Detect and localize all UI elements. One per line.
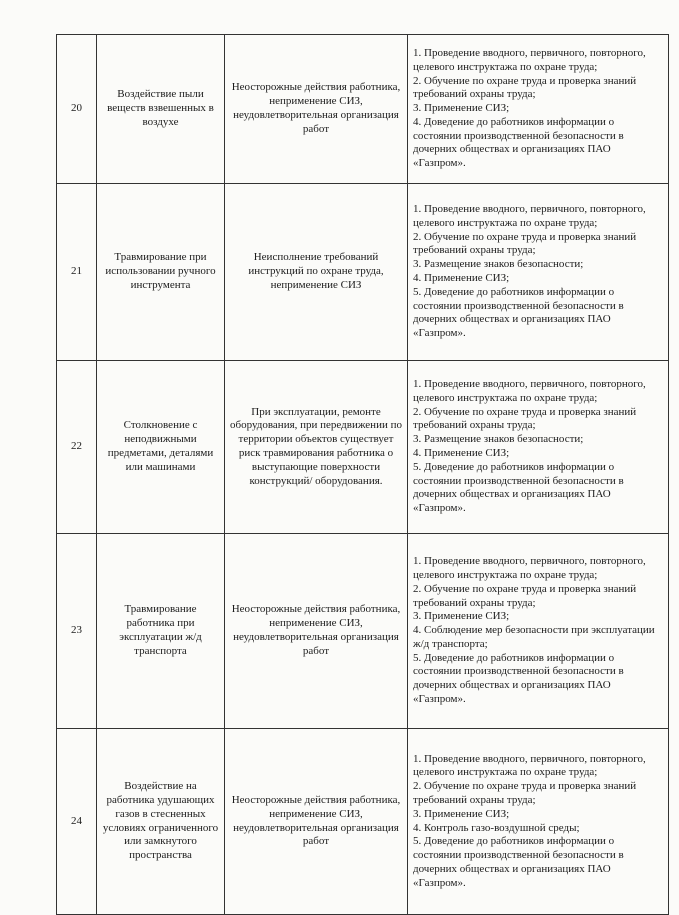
measures-cell bbox=[408, 184, 669, 361]
measure-item: 1. Проведение вводного, первичного, повторного, целевого инструктажа по охране труда; bbox=[413, 752, 646, 779]
measure-item: 2. Обучение по охране труда и проверка знаний требований охраны труда; bbox=[413, 230, 637, 257]
measure-item: 5. Доведение до работников информации о состоянии производственной безопасности в дочерних обществах и организациях ПАО «Газпром». bbox=[413, 460, 624, 515]
measure-item: 4. Применение СИЗ; bbox=[413, 272, 510, 284]
measure-item: 1. Проведение вводного, первичного, повторного, целевого инструктажа по охране труда; bbox=[413, 46, 646, 73]
hazard-cell: Травмирование работника при эксплуатации ж/д транспорта bbox=[97, 534, 225, 729]
row-number: 23 bbox=[57, 534, 97, 729]
measure-item: 5. Доведение до работников информации о состоянии производственной безопасности в дочерних обществах и организациях ПАО «Газпром». bbox=[413, 835, 624, 889]
measure-item: 1. Проведение вводного, первичного, повторного, целевого инструктажа по охране труда; bbox=[413, 203, 646, 229]
measure-item: 3. Размещение знаков безопасности; bbox=[413, 258, 584, 271]
cause-cell: Неосторожные действия работника, неприменение СИЗ, неудовлетворительная организация работ bbox=[225, 35, 408, 184]
cause-cell: Неосторожные действия работника, неприменение СИЗ, неудовлетворительная организация работ bbox=[225, 534, 408, 729]
cause-cell: При эксплуатации, ремонте оборудования, при передвижении по территории объектов существует риск травмирования работника о выступающие поверхности конструкций/ оборудования. bbox=[225, 361, 408, 534]
measures-cell bbox=[408, 35, 669, 184]
cause-cell: Неисполнение требований инструкций по охране труда, неприменение СИЗ bbox=[225, 184, 408, 361]
hazard-cell: Столкновение с неподвижными предметами, деталями или машинами bbox=[97, 361, 225, 534]
measure-item: 3. Размещение знаков безопасности; bbox=[413, 433, 584, 446]
measure-item: 2. Обучение по охране труда и проверка знаний требований охраны труда; bbox=[413, 405, 637, 432]
hazard-cell: Травмирование при использовании ручного инструмента bbox=[97, 184, 225, 361]
measure-item: 3. Применение СИЗ; bbox=[413, 102, 510, 115]
row-number: 24 bbox=[57, 729, 97, 915]
measure-item: 3. Применение СИЗ; bbox=[413, 807, 510, 820]
risk-table bbox=[56, 34, 669, 915]
measure-item: 3. Применение СИЗ; bbox=[413, 610, 510, 623]
row-number: 22 bbox=[57, 361, 97, 534]
row-number: 20 bbox=[57, 35, 97, 184]
measure-item: 2. Обучение по охране труда и проверка знаний требований охраны труда; bbox=[413, 780, 637, 806]
measures-cell bbox=[408, 729, 669, 915]
table-row bbox=[57, 35, 669, 184]
measures-cell bbox=[408, 361, 669, 534]
hazard-cell: Воздействие на работника удушающих газов в стесненных условиях ограниченного или замкнутого пространства bbox=[97, 729, 225, 915]
measure-item: 5. Доведение до работников информации о состоянии производственной безопасности в дочерних обществах и организациях ПАО «Газпром». bbox=[413, 285, 624, 340]
hazard-cell: Воздействие пыли веществ взвешенных в воздухе bbox=[97, 35, 225, 184]
measure-item: 4. Контроль газо-воздушной среды; bbox=[413, 821, 580, 834]
measure-item: 5. Доведение до работников информации о состоянии производственной безопасности в дочерних обществах и организациях ПАО «Газпром». bbox=[413, 651, 624, 706]
row-number: 21 bbox=[57, 184, 97, 361]
table-row bbox=[57, 361, 669, 534]
measure-item: 1. Проведение вводного, первичного, повторного, целевого инструктажа по охране труда; bbox=[413, 378, 646, 404]
table-row bbox=[57, 184, 669, 361]
measure-item: 4. Соблюдение мер безопасности при эксплуатации ж/д транспорта; bbox=[413, 624, 655, 650]
measure-item: 4. Доведение до работников информации о состоянии производственной безопасности в дочерних обществах и организациях ПАО «Газпром». bbox=[413, 115, 624, 170]
measure-item: 2. Обучение по охране труда и проверка знаний требований охраны труда; bbox=[413, 582, 637, 609]
cause-cell: Неосторожные действия работника, неприменение СИЗ, неудовлетворительная организация работ bbox=[225, 729, 408, 915]
measure-item: 1. Проведение вводного, первичного, повторного, целевого инструктажа по охране труда; bbox=[413, 555, 646, 581]
table-row bbox=[57, 534, 669, 729]
measure-item: 4. Применение СИЗ; bbox=[413, 447, 510, 459]
measure-item: 2. Обучение по охране труда и проверка знаний требований охраны труда; bbox=[413, 74, 637, 101]
table-row bbox=[57, 729, 669, 915]
measures-cell bbox=[408, 534, 669, 729]
